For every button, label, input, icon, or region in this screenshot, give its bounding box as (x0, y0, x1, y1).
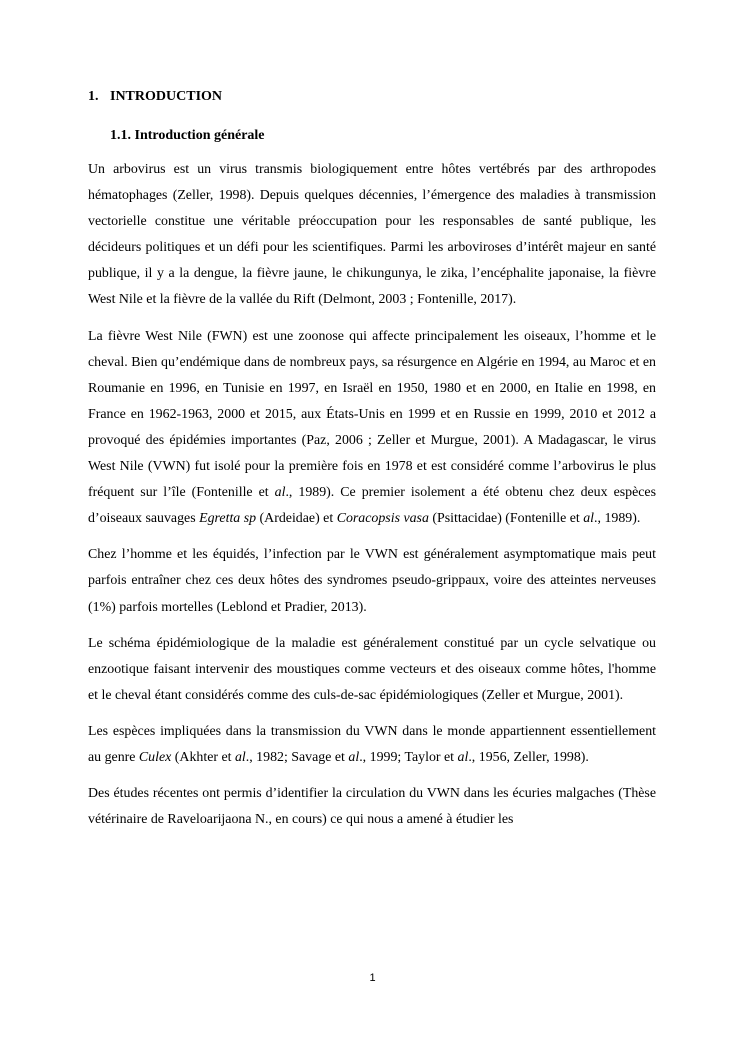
text-run: ., 1956, Zeller, 1998). (468, 749, 589, 765)
text-run: Les espèces impliquées dans la transmission du VWN dans le monde appartiennent essentiellement au genre (88, 723, 656, 765)
document-page (88, 84, 656, 843)
text-run: Le schéma épidémiologique de la maladie est généralement constitué par un cycle selvatique ou enzootique faisant intervenir des moustiques comme vecteurs et des oiseaux comme hôtes, l'homme et le cheval étant considérés comme des culs-de-sac épidémiologiques (Zeller et Murgue, 2001). (88, 635, 656, 703)
section-heading (88, 84, 656, 110)
italic-text: al (583, 511, 595, 527)
text-run: ., 1989). Ce premier isolement a été obtenu chez deux espèces d’oiseaux sauvages (88, 485, 656, 527)
italic-text: al (348, 749, 360, 765)
text-run: La fièvre West Nile (FWN) est une zoonose qui affecte principalement les oiseaux, l’homme et le cheval. Bien qu’endémique dans de nombreux pays, sa résurgence en Algérie en 1994, au Maroc et en Roumanie en 1996, en Tunisie en 1997, en Israël en 1950, 1980 et en 2000, en Italie en 1998, en France en 1962-1963, 2000 et 2015, aux États-Unis en 1999 et en Russie en 1999, 2010 et 2012 a provoqué des épidémies importantes (Paz, 2006 ; Zeller et Murgue, 2001). A Madagascar, le virus West Nile (VWN) fut isolé pour la première fois en 1978 et est considéré comme l’arbovirus le plus fréquent sur l’île (Fontenille et (88, 328, 656, 501)
paragraph (88, 631, 656, 709)
paragraph (88, 157, 656, 314)
text-run: ., 1989). (594, 511, 641, 527)
paragraph (88, 719, 656, 771)
italic-text: Egretta sp (199, 511, 257, 527)
subsection-heading: 1.1. Introduction générale (110, 128, 265, 143)
italic-text: Coracopsis vasa (336, 511, 429, 527)
italic-text: al (234, 749, 246, 765)
text-run: Des études récentes ont permis d’identifier la circulation du VWN dans les écuries malgaches (Thèse vétérinaire de Raveloarijaona N., en cours) ce qui nous a amené à étudier les (88, 786, 656, 828)
section-title: INTRODUCTION (110, 89, 223, 104)
page-number: 1 (369, 972, 376, 984)
italic-text: al (274, 485, 286, 501)
paragraph (88, 542, 656, 620)
italic-text: al (457, 749, 469, 765)
text-run: (Psittacidae) (Fontenille et (428, 511, 584, 527)
text-run: ., 1982; Savage et (245, 749, 349, 765)
text-run: (Ardeidae) et (256, 511, 337, 527)
section-number: 1. (88, 89, 99, 104)
text-run: ., 1999; Taylor et (359, 749, 458, 765)
text-run: Chez l’homme et les équidés, l’infection par le VWN est généralement asymptomatique mais peut parfois entraîner chez ces deux hôtes des syndromes pseudo-grippaux, voire des atteintes nerveuses (1%) parfois mortelles (Leblond et Pradier, 2013). (88, 547, 656, 615)
paragraph (88, 781, 656, 833)
italic-text: Culex (138, 749, 172, 765)
text-run: Un arbovirus est un virus transmis biologiquement entre hôtes vertébrés par des arthropodes hématophages (Zeller, 1998). Depuis quelques décennies, l’émergence des maladies à transmission vectorielle constitue une véritable préoccupation pour les responsables de santé publique, les décideurs politiques et un défi pour les scientifiques. Parmi les arboviroses d’intérêt majeur en santé publique, il y a la dengue, la fièvre jaune, le chikungunya, le zika, l’encéphalite japonaise, la fièvre West Nile et la fièvre de la vallée du Rift (Delmont, 2003 ; Fontenille, 2017). (88, 162, 656, 308)
paragraph (88, 324, 656, 533)
text-run: (Akhter et (171, 749, 235, 765)
